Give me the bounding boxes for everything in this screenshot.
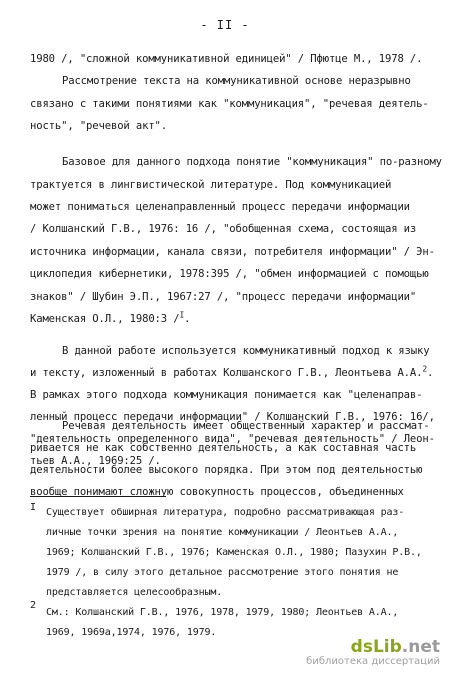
text-line: источника информации, канала связи, потребителя информации" / Эн- — [30, 246, 435, 258]
watermark-logo: dsLib.net — [350, 637, 440, 657]
text-line: деятельности более высокого порядка. При этом под деятельностью — [30, 464, 423, 476]
text-line: связано с такими понятиями как "коммуникация", "речевая деятель- — [30, 98, 429, 110]
text-line: ленный процесс передачи информации" / Колшанский Г.В., 1976: 16/, — [30, 411, 435, 423]
text-line: 1980 /, "сложной коммуникативной единицей" / Пфютце М., 1978 /. — [30, 53, 423, 65]
footnote-line: личные точки зрения на понятие коммуникации / Леонтьев А.А., — [46, 527, 399, 538]
footnote-mark-2: 2 — [30, 600, 37, 611]
footnote-line: 1969; Колшанский Г.В., 1976; Каменская О.Л., 1980; Пазухин Р.В., — [46, 547, 422, 558]
text-line: может пониматься целенаправленный процесс передачи информации — [30, 201, 410, 213]
text-line: тьев А.А., 1969:25 /. — [30, 455, 161, 467]
footnote-ref-2: 2 — [422, 364, 428, 374]
watermark-subtitle: библиотека диссертаций — [306, 656, 440, 667]
text-line: Каменская О.Л., 1980:3 /$^I$. — [30, 310, 191, 325]
footnote-line: 1969, 1969а,1974, 1976, 1979. — [46, 627, 217, 638]
footnote-line: 1979 /, в силу этого детальное рассмотрение этого понятия не — [46, 567, 399, 578]
text-line: вообще понимают сложную совокупность процессов, объединенных — [30, 486, 404, 498]
text-line: ривается не как собственно деятельность, а как составная часть — [30, 442, 417, 454]
text-line: знаков" / Шубин Э.П., 1967:27 /, "процесс передачи информации" — [30, 291, 417, 303]
footnote-line: представляется целесообразным. — [46, 587, 223, 598]
text-line: и тексту, изложенный в работах Колшанского Г.В., Леонтьева А.А.$^2$. — [30, 364, 434, 379]
text-line: Рассмотрение текста на коммуникативной основе неразрывно — [62, 75, 411, 87]
text-line: Речевая деятельность имеет общественный характер и рассмат- — [62, 420, 430, 432]
text-line: "деятельность определенного вида", "речевая деятельность" / Леон- — [30, 433, 435, 445]
text-line: Базовое для данного подхода понятие "коммуникация" по-разному — [62, 156, 442, 168]
footnote-rule — [30, 496, 166, 497]
watermark — [306, 638, 440, 668]
footnote-mark-1: I — [30, 502, 37, 513]
text-line: В данной работе используется коммуникативный подход к языку — [62, 345, 430, 357]
text-line: циклопедия кибернетики, 1978:395 /, "обмен информацией с помощью — [30, 268, 429, 280]
footnote-line: Существует обширная литература, подробно рассматривающая раз- — [46, 507, 405, 518]
text-line: / Колшанский Г.В., 1976: 16 /, "обобщенная схема, состоящая из — [30, 223, 417, 235]
text-line: ность", "речевой акт". — [30, 120, 168, 132]
page-number: - II - — [200, 18, 250, 32]
footnote-ref-1: I — [179, 310, 185, 320]
text-line: трактуется в лингвистической литературе. Под коммуникацией — [30, 179, 392, 191]
footnote-line: См.: Колшанский Г.В., 1976, 1978, 1979, 1980; Леонтьев А.А., — [46, 607, 399, 618]
text-line: В рамках этого подхода коммуникация понимается как "целенаправ- — [30, 389, 423, 401]
